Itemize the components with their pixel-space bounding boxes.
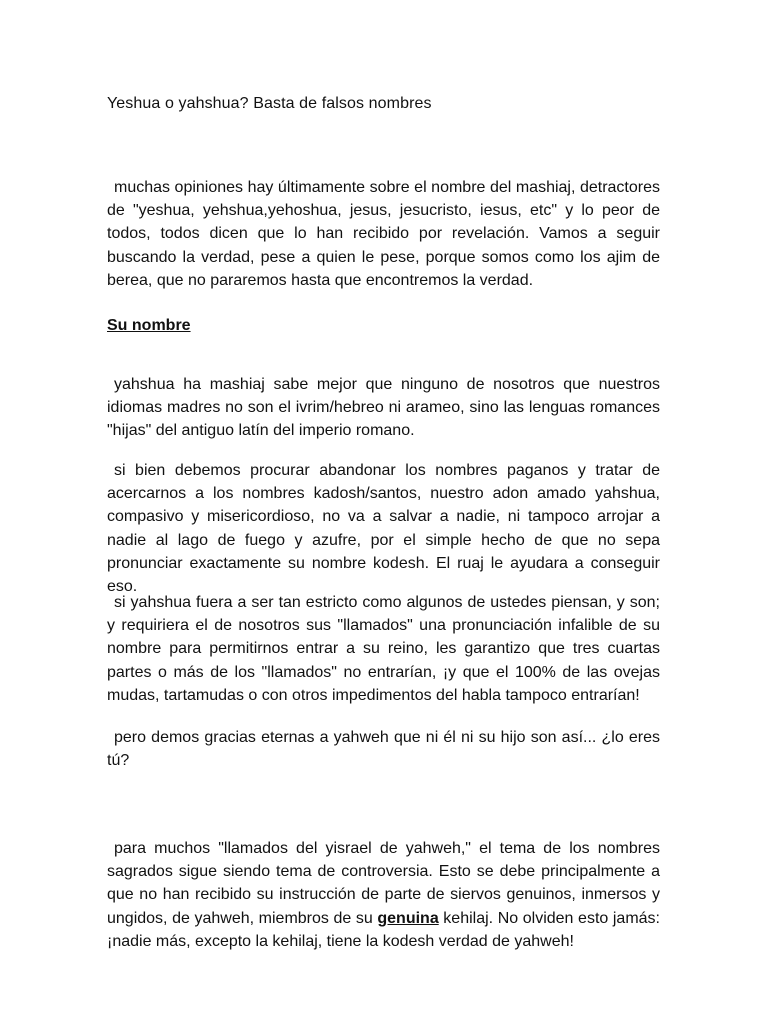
paragraph-2: si bien debemos procurar abandonar los nombres paganos y tratar de acercarnos a los nombres kadosh/santos, nuestro adon amado yahshua, compasivo y misericordioso, no va a salvar a nadie, ni tampoco arrojar a nadie al lago de fuego y azufre, por el simple hecho de que no sepa pronunciar exactamente su nombre kodesh. El ruaj le ayudara a conseguir eso. [107,462,660,596]
paragraph-4: pero demos gracias eternas a yahweh que ni él ni su hijo son así... ¿lo eres tú? [107,729,660,770]
emphasis-genuina: genuina [377,909,439,927]
paragraph-1: yahshua ha mashiaj sabe mejor que ninguno de nosotros que nuestros idiomas madres no son el ivrim/hebreo ni arameo, sino las lenguas romances "hijas" del antiguo latín del imperio romano. [107,376,660,440]
paragraph-5 [107,837,660,953]
paragraph-5-text-start: para muchos "llamados del yisrael de yahweh," el tema de los nombres sagrados sigue siendo tema de controversia. Esto se debe principalmente a que no han recibido su instrucción de parte de siervos genuinos, inmersos y ungidos, de yahweh, miembros de su [107,840,660,927]
paragraph-3: si yahshua fuera a ser tan estricto como algunos de ustedes piensan, y son; y requiriera el de nosotros sus "llamados" una pronunciación infalible de su nombre para permitirnos entrar a su reino, les garantizo que tres cuartas partes o más de los "llamados" no entrarían, ¡y que el 100% de las ovejas mudas, tartamudas o con otros impedimentos del habla tampoco entrarían! [107,594,660,704]
paragraph-5-text-end: kehilaj. No olviden esto jamás: ¡nadie más, excepto la kehilaj, tiene la kodesh verdad de yahweh! [107,909,661,950]
section-heading: Su nombre [107,317,191,334]
document-title: Yeshua o yahshua? Basta de falsos nombres [107,95,432,112]
intro-paragraph: muchas opiniones hay últimamente sobre el nombre del mashiaj, detractores de "yeshua, yehshua,yehoshua, jesus, jesucristo, iesus, etc" y lo peor de todos, todos dicen que lo han recibido por revelación. Vamos a seguir buscando la verdad, pese a quien le pese, porque somos como los ajim de berea, que no pararemos hasta que encontremos la verdad. [107,179,660,289]
